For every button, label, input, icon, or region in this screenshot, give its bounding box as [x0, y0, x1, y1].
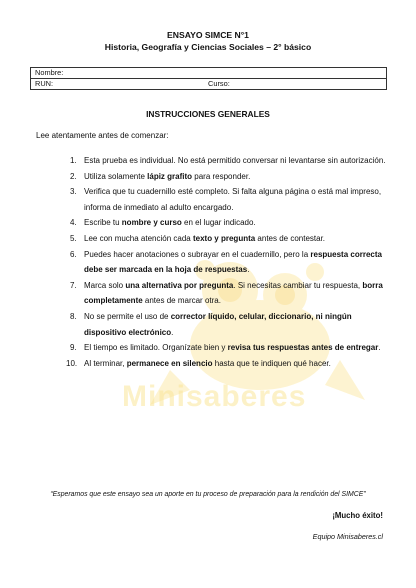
instruction-bold-text: borra completamente	[84, 280, 383, 306]
instruction-text: Escribe tu	[84, 218, 122, 228]
document-subtitle: Historia, Geografía y Ciencias Sociales – 2° básico	[104, 42, 312, 52]
instruction-number: 8.	[70, 311, 77, 321]
document-title: ENSAYO SIMCE N°1	[167, 30, 249, 40]
instruction-text: .	[247, 265, 250, 275]
run-label: RUN:	[35, 79, 54, 88]
instruction-bold-text: revisa tus respuestas antes de entregar	[227, 343, 379, 353]
instruction-number: 2.	[70, 171, 77, 181]
instruction-bold-text: texto y pregunta	[192, 233, 256, 243]
nombre-label: Nombre:	[35, 68, 64, 77]
instruction-item	[70, 340, 390, 356]
instruction-item	[70, 231, 390, 247]
instruction-number: 1.	[70, 156, 77, 165]
closing-quote: “Esperamos que este ensayo sea un aporte en tu proceso de preparación para la rendición del SIMCE”	[50, 491, 366, 498]
instruction-text: Al terminar,	[84, 358, 127, 368]
instruction-number: 6.	[70, 249, 77, 259]
instruction-text: El tiempo es limitado. Organízate bien y	[84, 343, 228, 353]
instruction-number: 4.	[70, 218, 77, 228]
signature-text: Equipo Minisaberes.cl	[312, 532, 383, 541]
instruction-bold-text: permanece en silencio	[126, 358, 213, 368]
instruction-item	[70, 153, 390, 169]
instruction-text: Utiliza solamente	[84, 171, 148, 181]
instruction-text: No se permite el uso de	[84, 311, 171, 321]
instruction-text: .	[378, 343, 381, 353]
instruction-text: para responder.	[192, 171, 251, 181]
instruction-bold-text: respuesta correcta debe ser marcada en la hoja de respuestas	[84, 249, 382, 275]
instruction-bold-text: una alternativa por pregunta	[125, 280, 234, 290]
instructions-title: INSTRUCCIONES GENERALES	[146, 109, 270, 119]
instruction-item	[70, 215, 390, 231]
watermark-text: Minisaberes	[122, 380, 307, 413]
instructions-list	[66, 153, 390, 371]
instruction-item	[70, 278, 390, 309]
instruction-text: . Si necesitas cambiar tu respuesta,	[233, 280, 363, 290]
curso-label: Curso:	[208, 79, 230, 88]
instruction-text: Esta prueba es individual. No está permitido conversar ni levantarse sin autorización.	[84, 156, 386, 165]
instruction-number: 10.	[66, 358, 78, 368]
instruction-text: Lee con mucha atención cada	[84, 233, 193, 243]
instruction-item	[70, 309, 390, 340]
instruction-number: 5.	[70, 233, 77, 243]
instruction-bold-text: lápiz grafito	[147, 171, 193, 181]
instruction-bold-text: corrector líquido, celular, diccionario, ni ningún dispositivo electrónico	[84, 311, 352, 337]
run-row[interactable]	[31, 78, 386, 89]
instruction-item	[70, 169, 390, 185]
instruction-item	[70, 184, 390, 215]
instruction-item	[66, 356, 390, 372]
instruction-number: 3.	[70, 187, 77, 197]
nombre-row[interactable]	[31, 68, 386, 78]
instruction-text: Marca solo	[84, 280, 126, 290]
instruction-bold-text: nombre y curso	[121, 218, 182, 228]
instruction-text: antes de marcar otra.	[142, 296, 221, 306]
instruction-text: en el lugar indicado.	[181, 218, 256, 228]
instruction-text: .	[171, 327, 174, 337]
instruction-text: hasta que te indiquen qué hacer.	[212, 358, 331, 368]
instruction-text: Verifica que tu cuadernillo esté completo. Si falta alguna página o está mal impreso, informa de inmediato al adulto encargado.	[84, 187, 382, 212]
instruction-text: Puedes hacer anotaciones o subrayar en el cuadernillo, pero la	[84, 249, 311, 259]
instruction-number: 7.	[70, 280, 77, 290]
student-info-box	[30, 67, 387, 90]
instruction-number: 9.	[70, 343, 77, 353]
instruction-item	[70, 247, 390, 278]
document-header	[0, 29, 416, 53]
instruction-text: antes de contestar.	[255, 233, 326, 243]
instructions-intro: Lee atentamente antes de comenzar:	[36, 131, 169, 140]
good-luck-text: ¡Mucho éxito!	[332, 511, 383, 520]
